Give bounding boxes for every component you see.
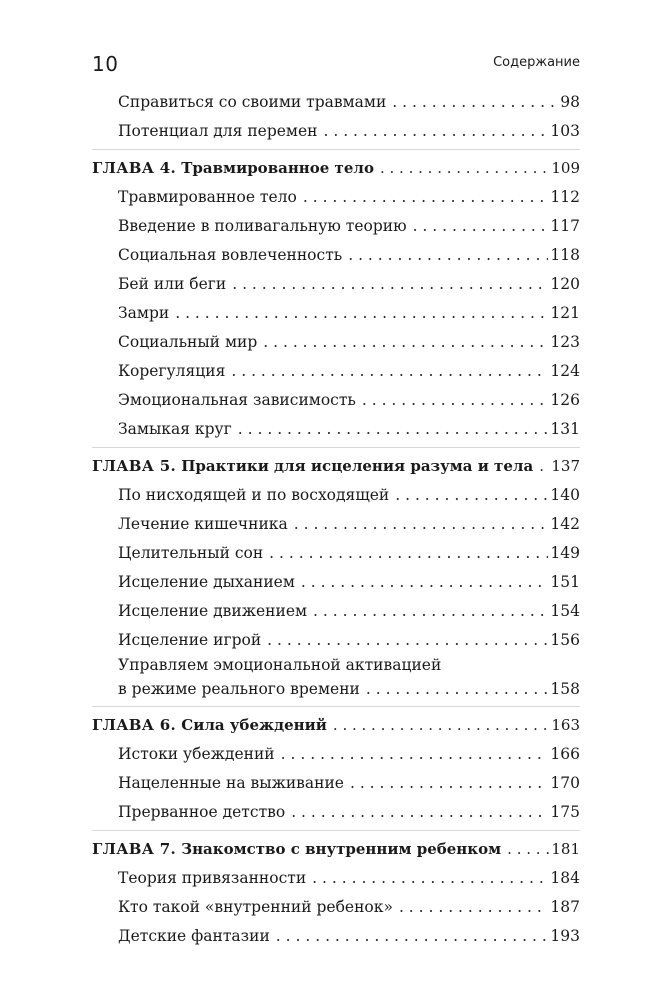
toc-entry: [92, 357, 580, 386]
toc-entry-title: Целительный сон: [118, 544, 264, 562]
toc-entry-page: 187: [550, 898, 580, 916]
dot-leader: [267, 626, 548, 655]
toc-entry-page: 175: [550, 803, 580, 821]
chapter-heading: [92, 835, 507, 864]
toc-entry-line2: [118, 677, 580, 701]
dot-leader: [294, 510, 549, 539]
dot-leader: [395, 481, 548, 510]
toc-entry-page: 118: [550, 246, 580, 264]
toc-entry-page: 151: [550, 573, 580, 591]
toc-entry: [92, 212, 580, 241]
toc-entry-title: Замри: [118, 304, 170, 322]
dot-leader: [269, 539, 548, 568]
chapter-heading: [92, 711, 333, 740]
dot-leader: [312, 864, 548, 893]
toc-entry-title: Социальный мир: [118, 333, 258, 351]
toc-entry-title: Детские фантазии: [118, 927, 270, 945]
toc-entry-title: Потенциал для перемен: [118, 122, 318, 140]
dot-leader: [281, 740, 549, 769]
section-divider: [92, 827, 580, 835]
toc-entry: [92, 626, 580, 655]
dot-leader: [392, 88, 558, 117]
toc-entry-page: 184: [550, 869, 580, 887]
toc-entry-page: 193: [550, 927, 580, 945]
dot-leader: [539, 452, 549, 481]
dot-leader: [333, 711, 549, 740]
toc-entry-page: 149: [550, 544, 580, 562]
toc-entry-page: 124: [550, 362, 580, 380]
toc-entry: [92, 88, 580, 117]
toc-entry: [92, 568, 580, 597]
toc-entry: [92, 510, 580, 539]
toc-entry: [92, 539, 580, 568]
table-of-contents: [92, 88, 580, 951]
toc-entry-page: 123: [550, 333, 580, 351]
dot-leader: [232, 270, 548, 299]
chapter-title: Сила убеждений: [181, 716, 327, 734]
toc-entry-title: Социальная вовлеченность: [118, 246, 343, 264]
toc-entry: [92, 270, 580, 299]
toc-entry: [92, 415, 580, 444]
dot-leader: [276, 922, 549, 951]
toc-entry-title: Травмированное тело: [118, 188, 297, 206]
chapter-label: ГЛАВА 7.: [92, 840, 177, 858]
toc-entry: [92, 481, 580, 510]
section-divider: [92, 146, 580, 154]
toc-entry-title: Кто такой «внутренний ребенок»: [118, 898, 393, 916]
toc-entry-title: Исцеление дыханием: [118, 573, 295, 591]
toc-entry-page: 98: [560, 93, 580, 111]
chapter-label: ГЛАВА 6.: [92, 716, 177, 734]
chapter-title: Практики для исцеления разума и тела: [181, 457, 534, 475]
toc-entry-page: 103: [550, 122, 580, 140]
toc-entry-page: 120: [550, 275, 580, 293]
toc-entry-title: Исцеление игрой: [118, 631, 262, 649]
toc-chapter-7: [92, 835, 580, 864]
chapter-label: ГЛАВА 5.: [92, 457, 177, 475]
toc-entry: [92, 328, 580, 357]
toc-entry-page: 121: [550, 304, 580, 322]
toc-entry-multiline: [92, 655, 580, 703]
dot-leader: [350, 769, 548, 798]
toc-entry-page: 117: [550, 217, 580, 235]
dot-leader: [324, 117, 549, 146]
toc-entry-page: 166: [550, 745, 580, 763]
dot-leader: [507, 835, 549, 864]
dot-leader: [303, 183, 549, 212]
toc-entry-page: 156: [550, 631, 580, 649]
toc-entry-page: 112: [550, 188, 580, 206]
toc-entry-page: 142: [550, 515, 580, 533]
toc-entry-title-line2: в режиме реального времени: [118, 680, 360, 698]
toc-entry-page: 154: [550, 602, 580, 620]
dot-leader: [175, 299, 548, 328]
chapter-heading: [92, 154, 380, 183]
toc-entry: [92, 597, 580, 626]
chapter-title: Знакомство с внутренним ребенком: [181, 840, 502, 858]
dot-leader: [362, 386, 549, 415]
dot-leader: [231, 357, 548, 386]
toc-entry: [92, 769, 580, 798]
toc-entry: [92, 241, 580, 270]
dot-leader: [348, 241, 548, 270]
running-head: Содержание: [493, 55, 580, 70]
toc-entry-page: 126: [550, 391, 580, 409]
toc-entry-page: 140: [550, 486, 580, 504]
dot-leader: [413, 212, 549, 241]
toc-entry: [92, 740, 580, 769]
toc-entry: [92, 798, 580, 827]
dot-leader: [366, 677, 549, 701]
chapter-page: 137: [551, 457, 580, 475]
toc-entry-title: Лечение кишечника: [118, 515, 288, 533]
toc-entry-title: Замыкая круг: [118, 420, 232, 438]
toc-chapter-4: [92, 154, 580, 183]
toc-entry: [92, 386, 580, 415]
toc-entry-title: Введение в поливагальную теорию: [118, 217, 407, 235]
toc-chapter-5: [92, 452, 580, 481]
section-divider: [92, 444, 580, 452]
toc-entry-title: Корегуляция: [118, 362, 226, 380]
chapter-page: 163: [551, 716, 580, 734]
toc-entry: [92, 922, 580, 951]
toc-entry: [92, 864, 580, 893]
dot-leader: [399, 893, 548, 922]
page-number: 10: [92, 52, 119, 76]
chapter-title: Травмированное тело: [181, 159, 374, 177]
toc-entry: [92, 299, 580, 328]
toc-entry-title: Эмоциональная зависимость: [118, 391, 356, 409]
toc-entry-title: Нацеленные на выживание: [118, 774, 344, 792]
toc-entry-title: По нисходящей и по восходящей: [118, 486, 390, 504]
toc-entry-title: Теория привязанности: [118, 869, 307, 887]
chapter-heading: [92, 452, 539, 481]
toc-entry-title: Исцеление движением: [118, 602, 308, 620]
toc-entry-title: Справиться со своими травмами: [118, 93, 387, 111]
toc-entry-page: 158: [550, 680, 580, 698]
dot-leader: [238, 415, 549, 444]
toc-entry-title: Бей или беги: [118, 275, 227, 293]
toc-entry-title: Прерванное детство: [118, 803, 286, 821]
dot-leader: [301, 568, 549, 597]
dot-leader: [313, 597, 548, 626]
chapter-page: 109: [551, 159, 580, 177]
toc-chapter-6: [92, 711, 580, 740]
dot-leader: [263, 328, 548, 357]
toc-entry-title: Истоки убеждений: [118, 745, 275, 763]
toc-entry: [92, 117, 580, 146]
dot-leader: [380, 154, 549, 183]
chapter-page: 181: [551, 840, 580, 858]
toc-entry: [92, 893, 580, 922]
chapter-label: ГЛАВА 4.: [92, 159, 177, 177]
dot-leader: [291, 798, 548, 827]
toc-entry-page: 170: [550, 774, 580, 792]
toc-entry-page: 131: [550, 420, 580, 438]
section-divider: [92, 703, 580, 711]
toc-entry: [92, 183, 580, 212]
toc-entry-title-line1: Управляем эмоциональной активацией: [118, 656, 442, 674]
